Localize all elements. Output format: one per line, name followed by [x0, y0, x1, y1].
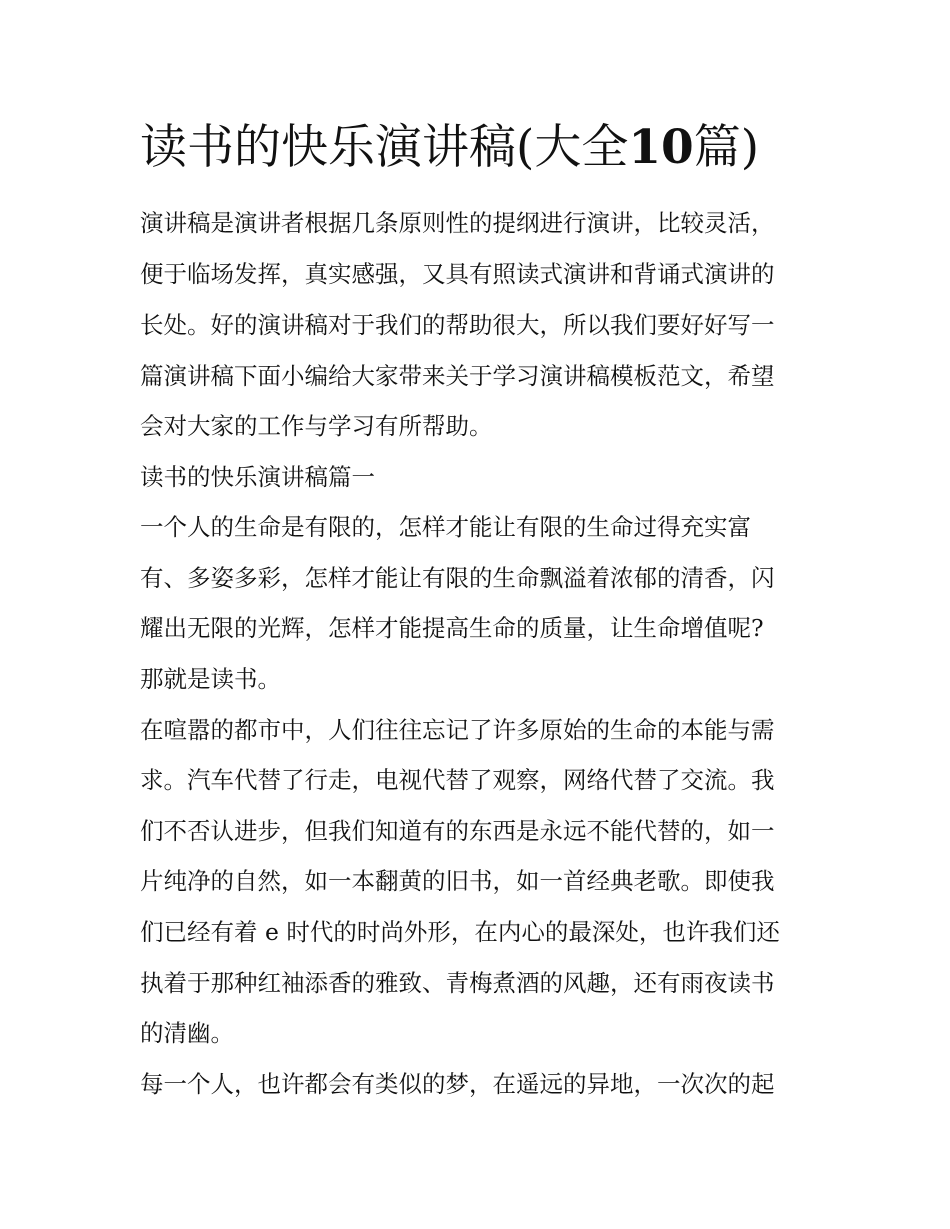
body-line: 演讲稿是演讲者根据几条原则性的提纲进行演讲，比较灵活，: [140, 209, 775, 237]
body-line: 们已经有着 e 时代的时尚外形，在内心的最深处，也许我们还: [140, 918, 780, 946]
body-line: 们不否认进步，但我们知道有的东西是永远不能代替的，如一: [140, 817, 775, 845]
body-line: 会对大家的工作与学习有所帮助。: [140, 412, 493, 440]
body-line: 耀出无限的光辉，怎样才能提高生命的质量，让生命增值呢?: [140, 614, 764, 642]
body-line: 便于临场发挥，真实感强，又具有照读式演讲和背诵式演讲的: [140, 260, 775, 288]
body-line: 每一个人，也许都会有类似的梦，在遥远的异地，一次次的起: [140, 1070, 775, 1098]
title-number: 10: [628, 120, 694, 175]
body-line: 片纯净的自然，如一本翻黄的旧书，如一首经典老歌。即使我: [140, 867, 775, 895]
body-line: 执着于那种红袖添香的雅致、青梅煮酒的风趣，还有雨夜读书: [140, 969, 775, 997]
title-suffix: 篇): [693, 120, 760, 175]
body-line: 一个人的生命是有限的，怎样才能让有限的生命过得充实富: [140, 513, 751, 541]
body-line: 在喧嚣的都市中，人们往往忘记了许多原始的生命的本能与需: [140, 716, 775, 744]
section-heading: 读书的快乐演讲稿篇一: [140, 463, 375, 491]
body-line: 的清幽。: [140, 1019, 234, 1047]
body-line: 长处。好的演讲稿对于我们的帮助很大，所以我们要好好写一: [140, 311, 775, 339]
body-line: 有、多姿多彩，怎样才能让有限的生命飘溢着浓郁的清香，闪: [140, 564, 775, 592]
title-prefix: 读书的快乐演讲稿(大全: [140, 120, 629, 175]
body-line: 篇演讲稿下面小编给大家带来关于学习演讲稿模板范文，希望: [140, 362, 775, 390]
document-title: [140, 118, 759, 178]
body-line: 那就是读书。: [140, 665, 281, 693]
body-line: 求。汽车代替了行走，电视代替了观察，网络代替了交流。我: [140, 766, 775, 794]
